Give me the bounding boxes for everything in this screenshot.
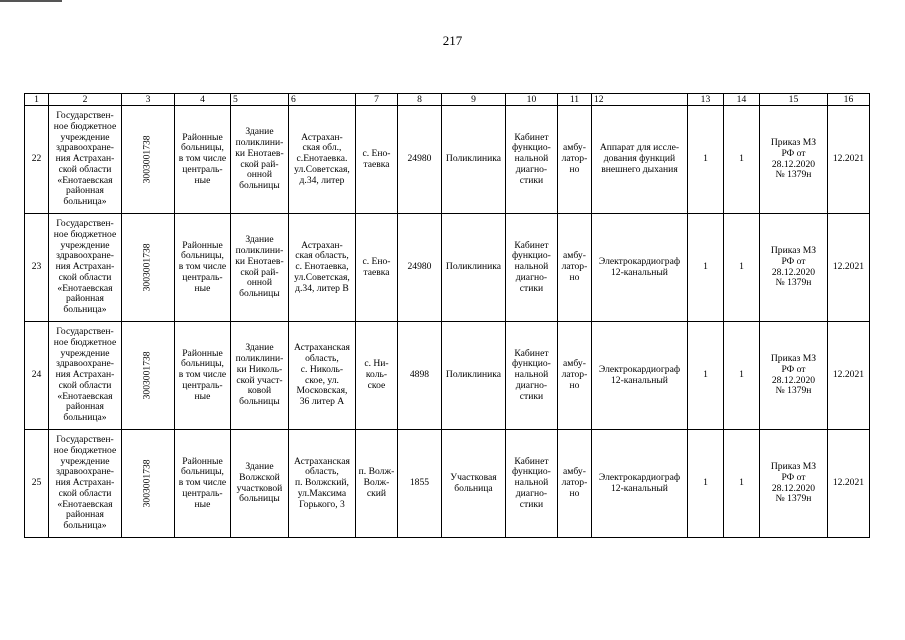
building-cell [230, 214, 288, 322]
building-cell [230, 322, 288, 430]
order-cell [759, 106, 827, 214]
equipment-cell-text: Электрокардиограф 12-канальный [598, 255, 681, 278]
column-header: 14 [723, 94, 759, 106]
facility-cell-text: Поликлиника [445, 261, 502, 273]
care-mode-cell-text: амбу- латор- но [561, 142, 588, 175]
column-header: 3 [122, 94, 175, 106]
settlement-cell-text: с. Ни- коль- ское [364, 358, 389, 391]
population-cell-text: 24980 [407, 153, 432, 165]
row-number-text: 23 [31, 261, 42, 273]
organization-cell [49, 430, 122, 538]
equipment-cell [591, 430, 687, 538]
quantity-cell-text: 1 [739, 369, 744, 381]
unit-cell [505, 430, 557, 538]
facility-type-cell [174, 430, 230, 538]
building-cell [230, 430, 288, 538]
facility-cell [441, 430, 505, 538]
address-cell [288, 322, 355, 430]
organization-cell [49, 106, 122, 214]
column-header: 2 [49, 94, 122, 106]
equipment-cell-text: Электрокардиограф 12-канальный [598, 363, 681, 386]
quantity-cell [687, 322, 723, 430]
facility-type-cell-text: Районные больницы, в том числе централь- ные [178, 455, 227, 510]
settlement-cell [355, 106, 397, 214]
building-cell-text: Здание Волжской участковой больницы [236, 460, 283, 505]
column-header: 1 [25, 94, 49, 106]
order-cell [759, 322, 827, 430]
organization-cell-text: Государствен- ное бюджетное учреждение здравоохране- ния Астрахан- ской области «Енотаевская районная больница» [53, 217, 117, 316]
settlement-cell-text: п. Волж- Волж- ский [358, 466, 395, 499]
organization-cell-text: Государствен- ное бюджетное учреждение здравоохране- ния Астрахан- ской области «Енотаевская районная больница» [53, 433, 117, 532]
facility-type-cell-text: Районные больницы, в том числе централь- ные [178, 347, 227, 402]
quantity-cell [687, 106, 723, 214]
unit-cell-text: Кабинет функцио- нальной диагно- стики [512, 455, 551, 510]
table-row [25, 214, 870, 322]
scan-corner-mark [0, 0, 62, 2]
org-code-cell [122, 322, 175, 430]
quantity-cell [723, 106, 759, 214]
quantity-cell [687, 430, 723, 538]
unit-cell-text: Кабинет функцио- нальной диагно- стики [512, 131, 551, 186]
column-header: 7 [355, 94, 397, 106]
unit-cell-text: Кабинет функцио- нальной диагно- стики [512, 239, 551, 294]
quantity-cell [723, 214, 759, 322]
facility-type-cell [174, 106, 230, 214]
organization-cell [49, 322, 122, 430]
settlement-cell [355, 322, 397, 430]
quantity-cell-text: 1 [739, 477, 744, 489]
address-cell-text: Астраханская область, п. Волжский, ул.Максима Горького, 3 [294, 455, 350, 510]
equipment-cell [591, 106, 687, 214]
org-code-cell-text: 3003001738 [141, 243, 153, 292]
row-number [25, 106, 49, 214]
care-mode-cell [557, 106, 591, 214]
date-cell [827, 214, 869, 322]
quantity-cell-text: 1 [739, 153, 744, 165]
unit-cell-text: Кабинет функцио- нальной диагно- стики [512, 347, 551, 402]
date-cell-text: 12.2021 [832, 477, 865, 489]
settlement-cell-text: с. Ено- таевка [362, 147, 391, 170]
table-row [25, 322, 870, 430]
table-row [25, 106, 870, 214]
population-cell-text: 24980 [407, 261, 432, 273]
org-code-cell-text: 3003001738 [141, 135, 153, 184]
organization-cell-text: Государствен- ное бюджетное учреждение здравоохране- ния Астрахан- ской области «Енотаевская районная больница» [53, 109, 117, 208]
organization-cell [49, 214, 122, 322]
address-cell-text: Астрахан- ская область, с. Енотаевка, ул.Советская, д.34, литер В [294, 239, 350, 294]
quantity-cell-text: 1 [703, 477, 708, 489]
order-cell-text: Приказ МЗ РФ от 28.12.2020 № 1379н [770, 136, 817, 181]
address-cell [288, 106, 355, 214]
facility-cell-text: Участковая больница [450, 471, 497, 494]
building-cell [230, 106, 288, 214]
address-cell [288, 214, 355, 322]
facility-cell [441, 106, 505, 214]
org-code-cell-text: 3003001738 [141, 459, 153, 508]
building-cell-text: Здание поликлини- ки Николь- ской участ- ковой больницы [235, 342, 284, 408]
settlement-cell [355, 430, 397, 538]
row-number-text: 22 [31, 153, 42, 165]
quantity-cell-text: 1 [739, 261, 744, 273]
column-header: 8 [397, 94, 441, 106]
care-mode-cell [557, 322, 591, 430]
date-cell [827, 430, 869, 538]
facility-type-cell-text: Районные больницы, в том числе централь- ные [178, 239, 227, 294]
column-header: 15 [759, 94, 827, 106]
care-mode-cell [557, 214, 591, 322]
address-cell [288, 430, 355, 538]
facility-type-cell-text: Районные больницы, в том числе централь- ные [178, 131, 227, 186]
equipment-cell-text: Аппарат для иссле- дования функций внешнего дыхания [599, 142, 680, 175]
row-number [25, 322, 49, 430]
care-mode-cell-text: амбу- латор- но [561, 358, 588, 391]
quantity-cell-text: 1 [703, 369, 708, 381]
address-cell-text: Астрахан- ская обл., с.Енотаевка. ул.Советская, д.34, литер [294, 131, 350, 186]
date-cell [827, 106, 869, 214]
equipment-cell-text: Электрокардиограф 12-канальный [598, 471, 681, 494]
column-header: 6 [288, 94, 355, 106]
equipment-cell [591, 214, 687, 322]
header-row [25, 94, 870, 106]
care-mode-cell [557, 430, 591, 538]
date-cell-text: 12.2021 [832, 369, 865, 381]
address-cell-text: Астраханская область, с. Николь- ское, ул. Московская, 36 литер А [294, 342, 350, 408]
org-code-cell-text: 3003001738 [141, 351, 153, 400]
unit-cell [505, 214, 557, 322]
organization-cell-text: Государствен- ное бюджетное учреждение здравоохране- ния Астрахан- ской области «Енотаевская районная больница» [53, 325, 117, 424]
page-number: 217 [442, 33, 463, 48]
population-cell [397, 322, 441, 430]
facility-cell [441, 322, 505, 430]
table-row [25, 430, 870, 538]
settlement-cell-text: с. Ено- таевка [362, 255, 391, 278]
column-header: 4 [174, 94, 230, 106]
data-table [24, 93, 870, 538]
quantity-cell [723, 430, 759, 538]
order-cell [759, 430, 827, 538]
population-cell [397, 106, 441, 214]
org-code-cell [122, 214, 175, 322]
facility-type-cell [174, 322, 230, 430]
row-number [25, 214, 49, 322]
order-cell-text: Приказ МЗ РФ от 28.12.2020 № 1379н [770, 352, 817, 397]
quantity-cell-text: 1 [703, 261, 708, 273]
quantity-cell [687, 214, 723, 322]
population-cell [397, 214, 441, 322]
population-cell-text: 4898 [409, 369, 430, 381]
column-header: 5 [230, 94, 288, 106]
row-number-text: 25 [31, 477, 42, 489]
column-header: 16 [827, 94, 869, 106]
column-header: 11 [557, 94, 591, 106]
column-header: 13 [687, 94, 723, 106]
column-header: 10 [505, 94, 557, 106]
equipment-cell [591, 322, 687, 430]
date-cell [827, 322, 869, 430]
row-number [25, 430, 49, 538]
facility-cell [441, 214, 505, 322]
population-cell-text: 1855 [409, 477, 430, 489]
facility-cell-text: Поликлиника [445, 369, 502, 381]
unit-cell [505, 322, 557, 430]
row-number-text: 24 [31, 369, 42, 381]
quantity-cell-text: 1 [703, 153, 708, 165]
unit-cell [505, 106, 557, 214]
column-header: 12 [591, 94, 687, 106]
org-code-cell [122, 106, 175, 214]
org-code-cell [122, 430, 175, 538]
settlement-cell [355, 214, 397, 322]
quantity-cell [723, 322, 759, 430]
facility-cell-text: Поликлиника [445, 153, 502, 165]
date-cell-text: 12.2021 [832, 153, 865, 165]
order-cell-text: Приказ МЗ РФ от 28.12.2020 № 1379н [770, 460, 817, 505]
care-mode-cell-text: амбу- латор- но [561, 250, 588, 283]
care-mode-cell-text: амбу- латор- но [561, 466, 588, 499]
column-header: 9 [441, 94, 505, 106]
building-cell-text: Здание поликлини- ки Енотаев- ской рай- онной больницы [235, 126, 284, 192]
facility-type-cell [174, 214, 230, 322]
order-cell-text: Приказ МЗ РФ от 28.12.2020 № 1379н [770, 244, 817, 289]
population-cell [397, 430, 441, 538]
building-cell-text: Здание поликлини- ки Енотаев- ской рай- онной больницы [235, 234, 284, 300]
date-cell-text: 12.2021 [832, 261, 865, 273]
order-cell [759, 214, 827, 322]
